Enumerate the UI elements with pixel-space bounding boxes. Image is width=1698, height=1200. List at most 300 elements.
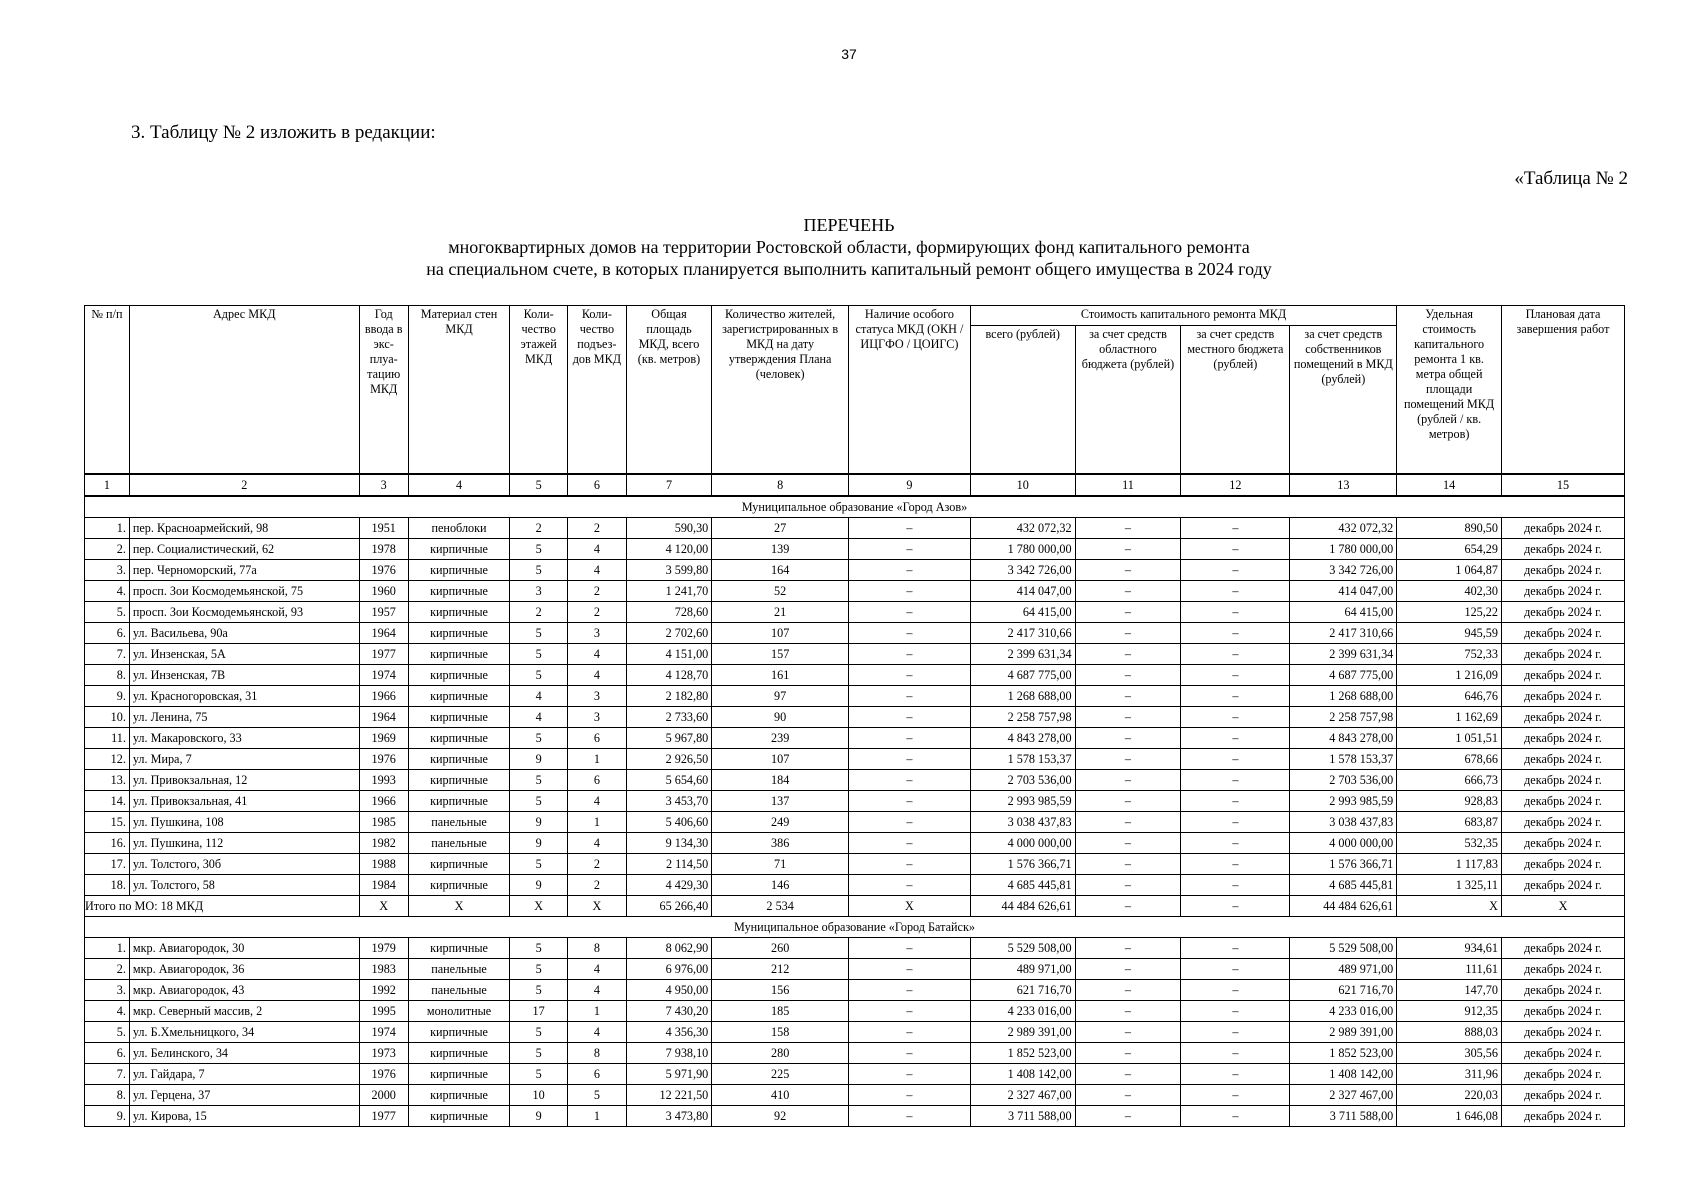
entrances-cell: 4 <box>568 560 627 581</box>
table-row <box>85 1022 1625 1043</box>
status-cell: – <box>849 1064 971 1085</box>
unit-cost-cell: 654,29 <box>1397 539 1502 560</box>
area-cell: 728,60 <box>626 602 711 623</box>
heading-subtitle-line1: многоквартирных домов на территории Ростовской области, формирующих фонд капитального ремонта <box>448 237 1250 257</box>
material-cell: кирпичные <box>408 728 510 749</box>
cost-regional-cell: – <box>1075 1085 1181 1106</box>
status-cell: – <box>849 770 971 791</box>
total-status-cell: X <box>849 896 971 917</box>
address-cell: ул. Макаровского, 33 <box>129 728 359 749</box>
total-residents-cell: 2 534 <box>712 896 849 917</box>
material-cell: кирпичные <box>408 854 510 875</box>
unit-cost-cell: 220,03 <box>1397 1085 1502 1106</box>
residents-cell: 161 <box>712 665 849 686</box>
header-status: Наличие особого статуса МКД (ОКН / ИЦГФО / ЦОИГС) <box>849 306 971 475</box>
year-cell: 1982 <box>359 833 408 854</box>
status-cell: – <box>849 959 971 980</box>
cost-regional-cell: – <box>1075 854 1181 875</box>
residents-cell: 164 <box>712 560 849 581</box>
cost-owners-cell: 432 072,32 <box>1290 518 1397 539</box>
cost-total-cell: 4 000 000,00 <box>970 833 1075 854</box>
entrances-cell: 6 <box>568 728 627 749</box>
floors-cell: 2 <box>510 602 568 623</box>
column-number: 1 <box>85 474 130 496</box>
cost-total-cell: 1 268 688,00 <box>970 686 1075 707</box>
table-row <box>85 875 1625 896</box>
cost-regional-cell: – <box>1075 644 1181 665</box>
cost-regional-cell: – <box>1075 1022 1181 1043</box>
cost-regional-cell: – <box>1075 770 1181 791</box>
cost-total-cell: 414 047,00 <box>970 581 1075 602</box>
floors-cell: 5 <box>510 560 568 581</box>
header-cost-owners: за счет средств собственников помещений в МКД (рублей) <box>1290 326 1397 475</box>
row-number: 5. <box>85 1022 130 1043</box>
deadline-cell: декабрь 2024 г. <box>1501 1001 1624 1022</box>
address-cell: пер. Социалистический, 62 <box>129 539 359 560</box>
cost-total-cell: 1 408 142,00 <box>970 1064 1075 1085</box>
cost-owners-cell: 3 038 437,83 <box>1290 812 1397 833</box>
cost-regional-cell: – <box>1075 1106 1181 1127</box>
area-cell: 2 926,50 <box>626 749 711 770</box>
area-cell: 2 702,60 <box>626 623 711 644</box>
cost-total-cell: 4 843 278,00 <box>970 728 1075 749</box>
cost-owners-cell: 2 417 310,66 <box>1290 623 1397 644</box>
entrances-cell: 2 <box>568 875 627 896</box>
cost-owners-cell: 64 415,00 <box>1290 602 1397 623</box>
material-cell: кирпичные <box>408 770 510 791</box>
year-cell: 1993 <box>359 770 408 791</box>
address-cell: ул. Красногоровская, 31 <box>129 686 359 707</box>
heading-title: ПЕРЕЧЕНЬ <box>803 215 895 235</box>
cost-total-cell: 1 578 153,37 <box>970 749 1075 770</box>
row-number: 13. <box>85 770 130 791</box>
section-title: Муниципальное образование «Город Батайск» <box>85 917 1625 938</box>
floors-cell: 9 <box>510 812 568 833</box>
row-number: 7. <box>85 644 130 665</box>
cost-regional-cell: – <box>1075 602 1181 623</box>
material-cell: кирпичные <box>408 686 510 707</box>
header-year: Год ввода в экс-плуа-тацию МКД <box>359 306 408 475</box>
residents-cell: 184 <box>712 770 849 791</box>
floors-cell: 5 <box>510 665 568 686</box>
total-cost-owners-cell: 44 484 626,61 <box>1290 896 1397 917</box>
deadline-cell: декабрь 2024 г. <box>1501 1022 1624 1043</box>
entrances-cell: 6 <box>568 770 627 791</box>
entrances-cell: 2 <box>568 518 627 539</box>
unit-cost-cell: 1 117,83 <box>1397 854 1502 875</box>
floors-cell: 5 <box>510 938 568 959</box>
cost-regional-cell: – <box>1075 1064 1181 1085</box>
deadline-cell: декабрь 2024 г. <box>1501 833 1624 854</box>
column-number: 11 <box>1075 474 1181 496</box>
header-cost-total: всего (рублей) <box>970 326 1075 475</box>
cost-total-cell: 3 711 588,00 <box>970 1106 1075 1127</box>
cost-local-cell: – <box>1181 1064 1290 1085</box>
column-numbers-row <box>85 474 1625 496</box>
cost-owners-cell: 4 233 016,00 <box>1290 1001 1397 1022</box>
row-number: 4. <box>85 581 130 602</box>
table-row <box>85 1064 1625 1085</box>
table-row <box>85 560 1625 581</box>
deadline-cell: декабрь 2024 г. <box>1501 686 1624 707</box>
floors-cell: 5 <box>510 644 568 665</box>
residents-cell: 107 <box>712 623 849 644</box>
entrances-cell: 4 <box>568 833 627 854</box>
cost-owners-cell: 1 852 523,00 <box>1290 1043 1397 1064</box>
residents-cell: 71 <box>712 854 849 875</box>
material-cell: пеноблоки <box>408 518 510 539</box>
area-cell: 5 971,90 <box>626 1064 711 1085</box>
material-cell: кирпичные <box>408 623 510 644</box>
residents-cell: 280 <box>712 1043 849 1064</box>
table-row <box>85 980 1625 1001</box>
unit-cost-cell: 1 162,69 <box>1397 707 1502 728</box>
cost-owners-cell: 4 685 445,81 <box>1290 875 1397 896</box>
cost-total-cell: 4 685 445,81 <box>970 875 1075 896</box>
row-number: 18. <box>85 875 130 896</box>
residents-cell: 92 <box>712 1106 849 1127</box>
cost-regional-cell: – <box>1075 812 1181 833</box>
cost-local-cell: – <box>1181 980 1290 1001</box>
cost-local-cell: – <box>1181 602 1290 623</box>
table-row <box>85 1001 1625 1022</box>
cost-total-cell: 2 327 467,00 <box>970 1085 1075 1106</box>
material-cell: кирпичные <box>408 560 510 581</box>
table-body <box>85 496 1625 1127</box>
residents-cell: 21 <box>712 602 849 623</box>
unit-cost-cell: 890,50 <box>1397 518 1502 539</box>
year-cell: 1973 <box>359 1043 408 1064</box>
material-cell: кирпичные <box>408 1022 510 1043</box>
header-cost-local: за счет средств местного бюджета (рублей) <box>1181 326 1290 475</box>
cost-total-cell: 2 258 757,98 <box>970 707 1075 728</box>
column-number: 12 <box>1181 474 1290 496</box>
address-cell: ул. Кирова, 15 <box>129 1106 359 1127</box>
intro-text: 3. Таблицу № 2 изложить в редакции: <box>131 122 436 143</box>
status-cell: – <box>849 1106 971 1127</box>
area-cell: 590,30 <box>626 518 711 539</box>
unit-cost-cell: 1 646,08 <box>1397 1106 1502 1127</box>
cost-local-cell: – <box>1181 1085 1290 1106</box>
material-cell: панельные <box>408 812 510 833</box>
row-number: 9. <box>85 686 130 707</box>
cost-owners-cell: 2 989 391,00 <box>1290 1022 1397 1043</box>
cost-total-cell: 64 415,00 <box>970 602 1075 623</box>
area-cell: 4 151,00 <box>626 644 711 665</box>
table-row <box>85 791 1625 812</box>
page-number: 37 <box>841 46 857 62</box>
entrances-cell: 1 <box>568 1106 627 1127</box>
header-area: Общая площадь МКД, всего (кв. метров) <box>626 306 711 475</box>
unit-cost-cell: 945,59 <box>1397 623 1502 644</box>
cost-total-cell: 3 038 437,83 <box>970 812 1075 833</box>
entrances-cell: 4 <box>568 980 627 1001</box>
unit-cost-cell: 402,30 <box>1397 581 1502 602</box>
status-cell: – <box>849 812 971 833</box>
cost-total-cell: 621 716,70 <box>970 980 1075 1001</box>
material-cell: кирпичные <box>408 602 510 623</box>
table-row <box>85 686 1625 707</box>
cost-owners-cell: 621 716,70 <box>1290 980 1397 1001</box>
entrances-cell: 2 <box>568 602 627 623</box>
table-row <box>85 539 1625 560</box>
unit-cost-cell: 683,87 <box>1397 812 1502 833</box>
cost-total-cell: 1 780 000,00 <box>970 539 1075 560</box>
column-number: 13 <box>1290 474 1397 496</box>
table-row <box>85 602 1625 623</box>
total-row <box>85 896 1625 917</box>
cost-regional-cell: – <box>1075 875 1181 896</box>
residents-cell: 386 <box>712 833 849 854</box>
cost-local-cell: – <box>1181 1106 1290 1127</box>
floors-cell: 5 <box>510 539 568 560</box>
table-header <box>85 306 1625 497</box>
table-row <box>85 623 1625 644</box>
cost-regional-cell: – <box>1075 686 1181 707</box>
heading-subtitle-line2: на специальном счете, в которых планируется выполнить капитальный ремонт общего имущества в 2024 году <box>426 259 1272 279</box>
year-cell: 2000 <box>359 1085 408 1106</box>
area-cell: 5 654,60 <box>626 770 711 791</box>
address-cell: ул. Белинского, 34 <box>129 1043 359 1064</box>
entrances-cell: 2 <box>568 854 627 875</box>
material-cell: кирпичные <box>408 707 510 728</box>
unit-cost-cell: 752,33 <box>1397 644 1502 665</box>
address-cell: ул. Толстого, 30б <box>129 854 359 875</box>
residents-cell: 239 <box>712 728 849 749</box>
table-row <box>85 1106 1625 1127</box>
deadline-cell: декабрь 2024 г. <box>1501 1106 1624 1127</box>
material-cell: кирпичные <box>408 644 510 665</box>
deadline-cell: декабрь 2024 г. <box>1501 938 1624 959</box>
deadline-cell: декабрь 2024 г. <box>1501 707 1624 728</box>
row-number: 14. <box>85 791 130 812</box>
table-row <box>85 812 1625 833</box>
header-material: Материал стен МКД <box>408 306 510 475</box>
residents-cell: 90 <box>712 707 849 728</box>
area-cell: 3 599,80 <box>626 560 711 581</box>
entrances-cell: 3 <box>568 686 627 707</box>
floors-cell: 9 <box>510 875 568 896</box>
status-cell: – <box>849 644 971 665</box>
unit-cost-cell: 928,83 <box>1397 791 1502 812</box>
cost-owners-cell: 2 703 536,00 <box>1290 770 1397 791</box>
cost-local-cell: – <box>1181 812 1290 833</box>
status-cell: – <box>849 623 971 644</box>
year-cell: 1951 <box>359 518 408 539</box>
cost-total-cell: 2 703 536,00 <box>970 770 1075 791</box>
cost-regional-cell: – <box>1075 581 1181 602</box>
address-cell: ул. Толстого, 58 <box>129 875 359 896</box>
residents-cell: 157 <box>712 644 849 665</box>
header-cost-group: Стоимость капитального ремонта МКД <box>970 306 1396 326</box>
area-cell: 4 429,30 <box>626 875 711 896</box>
header-residents: Количество жителей, зарегистрированных в МКД на дату утверждения Плана (человек) <box>712 306 849 475</box>
year-cell: 1977 <box>359 644 408 665</box>
table-row <box>85 770 1625 791</box>
year-cell: 1978 <box>359 539 408 560</box>
cost-local-cell: – <box>1181 686 1290 707</box>
row-number: 15. <box>85 812 130 833</box>
address-cell: мкр. Северный массив, 2 <box>129 1001 359 1022</box>
cost-local-cell: – <box>1181 518 1290 539</box>
residents-cell: 156 <box>712 980 849 1001</box>
deadline-cell: декабрь 2024 г. <box>1501 959 1624 980</box>
cost-local-cell: – <box>1181 959 1290 980</box>
cost-local-cell: – <box>1181 707 1290 728</box>
cost-owners-cell: 4 000 000,00 <box>1290 833 1397 854</box>
unit-cost-cell: 934,61 <box>1397 938 1502 959</box>
row-number: 4. <box>85 1001 130 1022</box>
floors-cell: 2 <box>510 518 568 539</box>
unit-cost-cell: 646,76 <box>1397 686 1502 707</box>
address-cell: пер. Черноморский, 77а <box>129 560 359 581</box>
cost-owners-cell: 1 408 142,00 <box>1290 1064 1397 1085</box>
cost-total-cell: 489 971,00 <box>970 959 1075 980</box>
material-cell: панельные <box>408 833 510 854</box>
table-row <box>85 581 1625 602</box>
houses-table <box>84 305 1625 1127</box>
deadline-cell: декабрь 2024 г. <box>1501 602 1624 623</box>
table-reference: «Таблица № 2 <box>1514 168 1628 189</box>
area-cell: 9 134,30 <box>626 833 711 854</box>
area-cell: 3 473,80 <box>626 1106 711 1127</box>
cost-local-cell: – <box>1181 938 1290 959</box>
floors-cell: 4 <box>510 686 568 707</box>
total-label: Итого по МО: 18 МКД <box>85 896 360 917</box>
entrances-cell: 4 <box>568 791 627 812</box>
total-floors-cell: X <box>510 896 568 917</box>
table-row <box>85 749 1625 770</box>
cost-total-cell: 3 342 726,00 <box>970 560 1075 581</box>
section-header-row <box>85 496 1625 518</box>
row-number: 3. <box>85 560 130 581</box>
unit-cost-cell: 111,61 <box>1397 959 1502 980</box>
material-cell: кирпичные <box>408 749 510 770</box>
status-cell: – <box>849 1085 971 1106</box>
material-cell: кирпичные <box>408 1064 510 1085</box>
entrances-cell: 8 <box>568 1043 627 1064</box>
cost-local-cell: – <box>1181 623 1290 644</box>
cost-regional-cell: – <box>1075 665 1181 686</box>
total-entrances-cell: X <box>568 896 627 917</box>
cost-owners-cell: 1 578 153,37 <box>1290 749 1397 770</box>
table-row <box>85 833 1625 854</box>
total-area-cell: 65 266,40 <box>626 896 711 917</box>
unit-cost-cell: 125,22 <box>1397 602 1502 623</box>
residents-cell: 139 <box>712 539 849 560</box>
material-cell: монолитные <box>408 1001 510 1022</box>
floors-cell: 9 <box>510 1106 568 1127</box>
deadline-cell: декабрь 2024 г. <box>1501 623 1624 644</box>
cost-regional-cell: – <box>1075 728 1181 749</box>
column-number: 5 <box>510 474 568 496</box>
year-cell: 1979 <box>359 938 408 959</box>
header-entrances: Коли-чество подъез-дов МКД <box>568 306 627 475</box>
cost-owners-cell: 1 268 688,00 <box>1290 686 1397 707</box>
status-cell: – <box>849 665 971 686</box>
cost-regional-cell: – <box>1075 749 1181 770</box>
residents-cell: 52 <box>712 581 849 602</box>
total-material-cell: X <box>408 896 510 917</box>
deadline-cell: декабрь 2024 г. <box>1501 1085 1624 1106</box>
cost-owners-cell: 2 399 631,34 <box>1290 644 1397 665</box>
deadline-cell: декабрь 2024 г. <box>1501 770 1624 791</box>
cost-local-cell: – <box>1181 1001 1290 1022</box>
status-cell: – <box>849 938 971 959</box>
address-cell: ул. Привокзальная, 41 <box>129 791 359 812</box>
entrances-cell: 3 <box>568 623 627 644</box>
status-cell: – <box>849 707 971 728</box>
address-cell: ул. Пушкина, 108 <box>129 812 359 833</box>
row-number: 8. <box>85 1085 130 1106</box>
material-cell: кирпичные <box>408 875 510 896</box>
header-deadline: Плановая дата завершения работ <box>1501 306 1624 475</box>
residents-cell: 249 <box>712 812 849 833</box>
row-number: 10. <box>85 707 130 728</box>
status-cell: – <box>849 602 971 623</box>
cost-owners-cell: 1 780 000,00 <box>1290 539 1397 560</box>
cost-total-cell: 2 399 631,34 <box>970 644 1075 665</box>
unit-cost-cell: 912,35 <box>1397 1001 1502 1022</box>
cost-total-cell: 2 993 985,59 <box>970 791 1075 812</box>
row-number: 2. <box>85 959 130 980</box>
area-cell: 2 182,80 <box>626 686 711 707</box>
residents-cell: 146 <box>712 875 849 896</box>
status-cell: – <box>849 875 971 896</box>
cost-local-cell: – <box>1181 875 1290 896</box>
table-row <box>85 938 1625 959</box>
material-cell: кирпичные <box>408 581 510 602</box>
year-cell: 1957 <box>359 602 408 623</box>
row-number: 6. <box>85 623 130 644</box>
status-cell: – <box>849 854 971 875</box>
floors-cell: 5 <box>510 1043 568 1064</box>
cost-local-cell: – <box>1181 1022 1290 1043</box>
cost-local-cell: – <box>1181 1043 1290 1064</box>
table-row <box>85 1043 1625 1064</box>
cost-owners-cell: 5 529 508,00 <box>1290 938 1397 959</box>
address-cell: просп. Зои Космодемьянской, 93 <box>129 602 359 623</box>
unit-cost-cell: 1 216,09 <box>1397 665 1502 686</box>
cost-local-cell: – <box>1181 560 1290 581</box>
column-number: 4 <box>408 474 510 496</box>
floors-cell: 5 <box>510 980 568 1001</box>
year-cell: 1964 <box>359 623 408 644</box>
residents-cell: 225 <box>712 1064 849 1085</box>
table-row <box>85 1085 1625 1106</box>
cost-regional-cell: – <box>1075 833 1181 854</box>
unit-cost-cell: 1 064,87 <box>1397 560 1502 581</box>
cost-regional-cell: – <box>1075 560 1181 581</box>
cost-owners-cell: 2 258 757,98 <box>1290 707 1397 728</box>
residents-cell: 137 <box>712 791 849 812</box>
entrances-cell: 6 <box>568 1064 627 1085</box>
entrances-cell: 4 <box>568 665 627 686</box>
total-unit-cost-cell: X <box>1397 896 1502 917</box>
address-cell: ул. Герцена, 37 <box>129 1085 359 1106</box>
address-cell: пер. Красноармейский, 98 <box>129 518 359 539</box>
year-cell: 1995 <box>359 1001 408 1022</box>
year-cell: 1969 <box>359 728 408 749</box>
deadline-cell: декабрь 2024 г. <box>1501 518 1624 539</box>
floors-cell: 4 <box>510 707 568 728</box>
cost-regional-cell: – <box>1075 518 1181 539</box>
column-number: 15 <box>1501 474 1624 496</box>
area-cell: 4 950,00 <box>626 980 711 1001</box>
floors-cell: 5 <box>510 1064 568 1085</box>
row-number: 7. <box>85 1064 130 1085</box>
area-cell: 7 430,20 <box>626 1001 711 1022</box>
